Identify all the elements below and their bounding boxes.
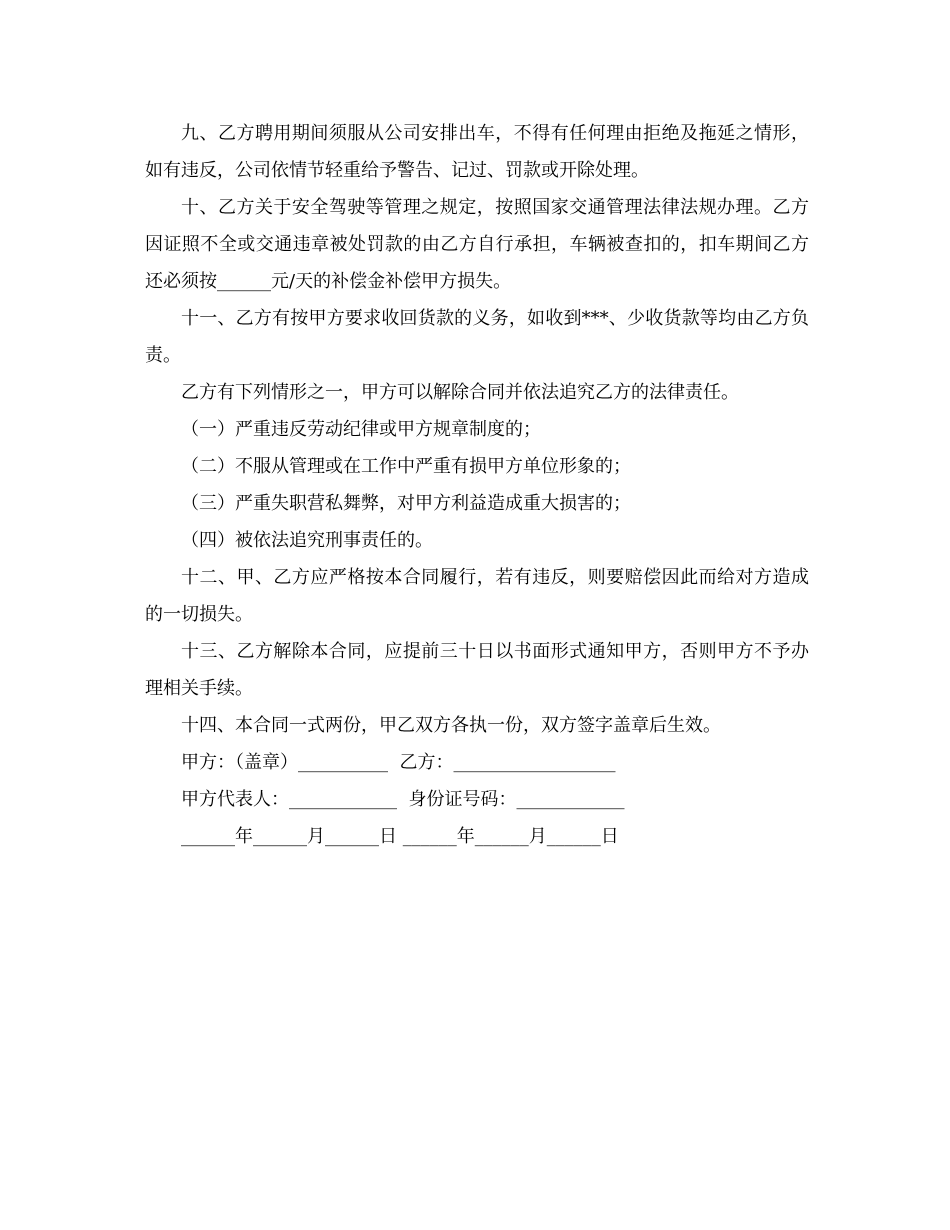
clause-10: 十、乙方关于安全驾驶等管理之规定，按照国家交通管理法律法规办理。乙方因证照不全或交通违章被处罚款的由乙方自行承担，车辆被查扣的，扣车期间乙方还必须按______元/天的补偿金补偿甲方损失。 <box>145 197 809 292</box>
clause-12: 十二、甲、乙方应严格按本合同履行，若有违反，则要赔偿因此而给对方造成的一切损失。 <box>145 567 809 625</box>
clause-9: 九、乙方聘用期间须服从公司安排出车，不得有任何理由拒绝及拖延之情形，如有违反，公司依情节轻重给予警告、记过、罚款或开除处理。 <box>145 123 809 181</box>
clause-11: 十一、乙方有按甲方要求收回货款的义务，如收到***、少收货款等均由乙方负责。 <box>145 308 809 366</box>
clause-14: 十四、本合同一式两份，甲乙双方各执一份，双方签字盖章后生效。 <box>181 715 721 736</box>
termination-item-2: （二）不服从管理或在工作中严重有损甲方单位形象的； <box>181 456 631 477</box>
termination-intro: 乙方有下列情形之一，甲方可以解除合同并依法追究乙方的法律责任。 <box>181 382 739 403</box>
termination-item-4: （四）被依法追究刑事责任的。 <box>181 530 433 551</box>
termination-item-3: （三）严重失职营私舞弊，对甲方利益造成重大损害的； <box>181 493 631 514</box>
signature-representative-line: 甲方代表人：____________ 身份证号码：____________ <box>181 789 625 810</box>
clause-13: 十三、乙方解除本合同，应提前三十日以书面形式通知甲方，否则甲方不予办理相关手续。 <box>145 641 809 699</box>
signature-parties-line: 甲方：（盖章）__________ 乙方：__________________ <box>181 752 616 773</box>
termination-item-1: （一）严重违反劳动纪律或甲方规章制度的； <box>181 419 541 440</box>
signature-date-line: ______年______月______日 ______年______月______日 <box>181 826 619 847</box>
